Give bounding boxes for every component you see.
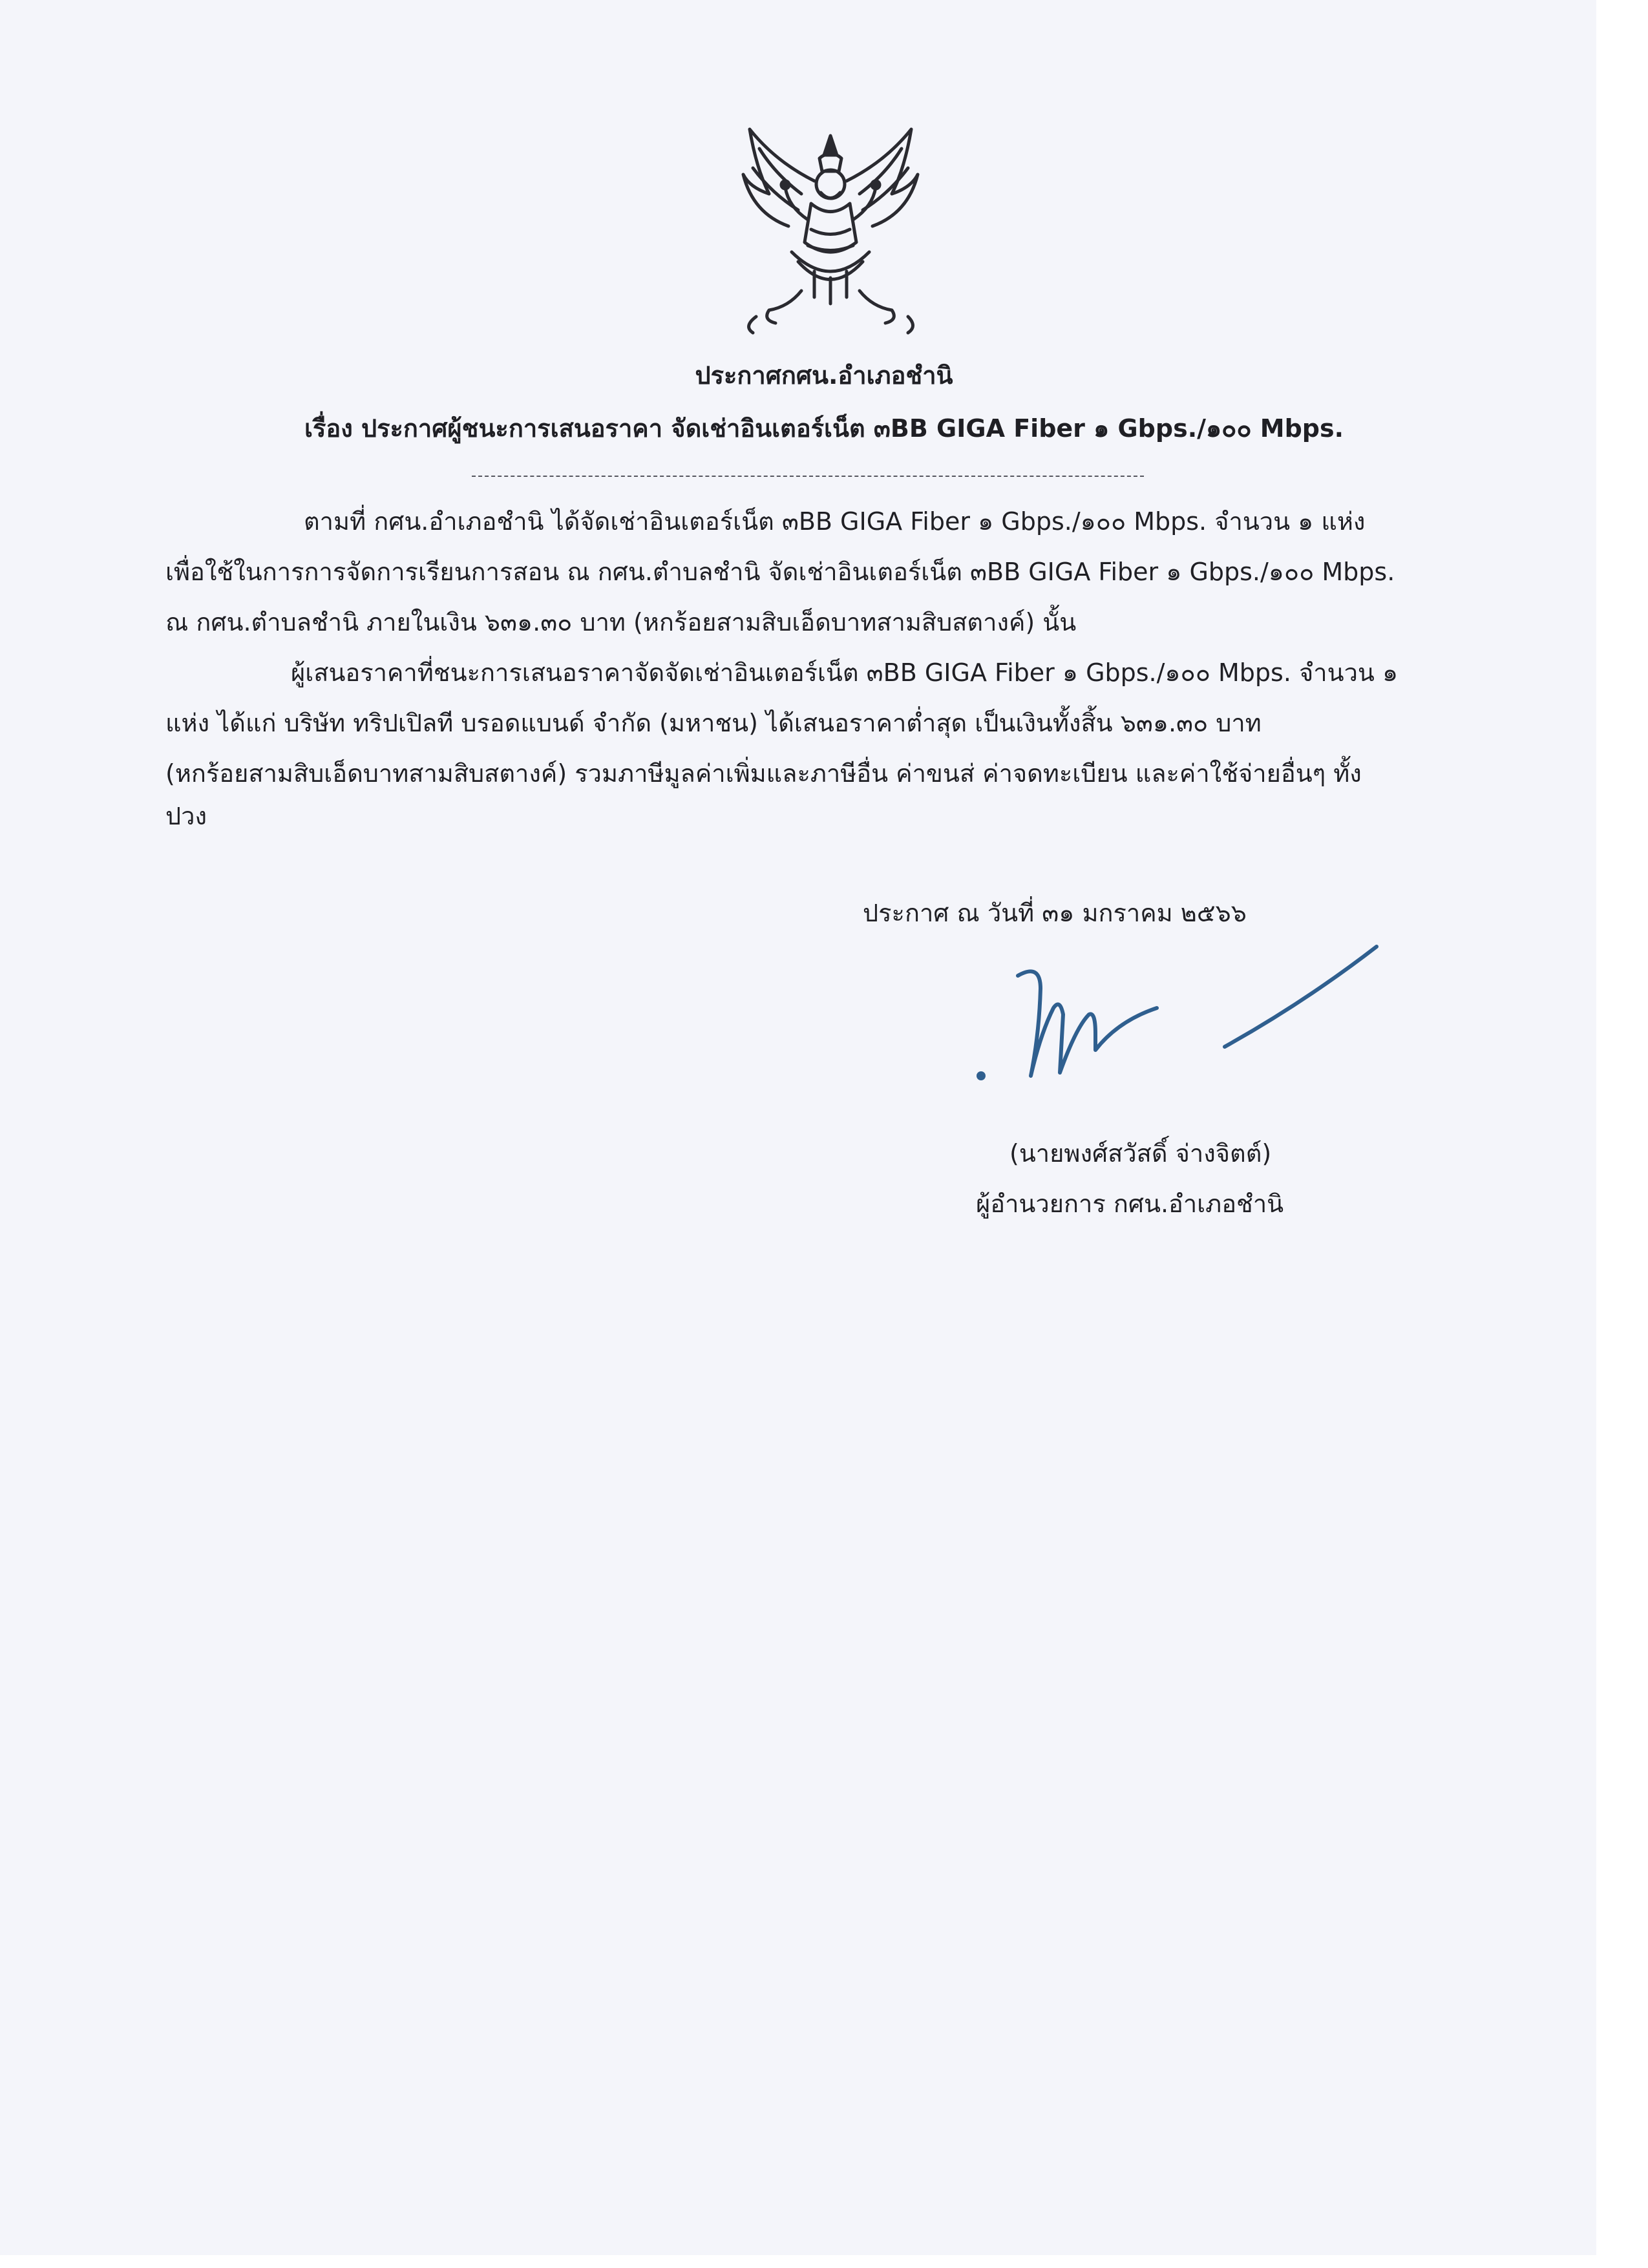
garuda-emblem-icon: [730, 123, 931, 336]
scan-edge-right: [1596, 0, 1648, 2268]
paragraph-1-line-1: ตามที่ กศน.อำเภอชำนิ ได้จัดเช่าอินเตอร์เน็ต ๓BB GIGA Fiber ๑ Gbps./๑๐๐ Mbps. จำนวน ๑ แห่ง: [304, 507, 1366, 536]
paragraph-2-line-1: ผู้เสนอราคาที่ชนะการเสนอราคาจัดจัดเช่าอินเตอร์เน็ต ๓BB GIGA Fiber ๑ Gbps./๑๐๐ Mbps. จำนวน ๑: [291, 658, 1399, 687]
paragraph-1-line-2: เพื่อใช้ในการการจัดการเรียนการสอน ณ กศน.ตำบลชำนิ จัดเช่าอินเตอร์เน็ต ๓BB GIGA Fiber ๑ Gbps./๑๐๐ Mbps.: [165, 558, 1395, 586]
header-divider: [472, 476, 1144, 477]
signer-name: (นายพงศ์สวัสดิ์ จ่างจิตต์): [1009, 1139, 1272, 1168]
announcement-title: ประกาศกศน.อำเภอชำนิ: [695, 361, 953, 390]
paragraph-1-line-3: ณ กศน.ตำบลชำนิ ภายในเงิน ๖๓๑.๓๐ บาท (หกร้อยสามสิบเอ็ดบาทสามสิบสตางค์) นั้น: [165, 608, 1077, 636]
scan-edge-bottom: [0, 2255, 1648, 2268]
signer-position: ผู้อำนวยการ กศน.อำเภอชำนิ: [976, 1190, 1284, 1218]
paragraph-2-line-2: แห่ง ได้แก่ บริษัท ทริปเปิลที บรอดแบนด์ จำกัด (มหาชน) ได้เสนอราคาต่ำสุด เป็นเงินทั้งสิ้น ๖๓๑.๓๐ บาท: [165, 709, 1262, 737]
paragraph-2-line-4: ปวง: [165, 802, 207, 830]
announcement-subject: เรื่อง ประกาศผู้ชนะการเสนอราคา จัดเช่าอินเตอร์เน็ต ๓BB GIGA Fiber ๑ Gbps./๑๐๐ Mbps.: [304, 414, 1344, 443]
paragraph-2-line-3: (หกร้อยสามสิบเอ็ดบาทสามสิบสตางค์) รวมภาษีมูลค่าเพิ่มและภาษีอื่น ค่าขนส่ ค่าจดทะเบียน และค่าใช้จ่ายอื่นๆ ทั้ง: [165, 759, 1362, 788]
handwritten-signature-icon: [969, 937, 1396, 1092]
announce-date: ประกาศ ณ วันที่ ๓๑ มกราคม ๒๕๖๖: [863, 899, 1247, 927]
